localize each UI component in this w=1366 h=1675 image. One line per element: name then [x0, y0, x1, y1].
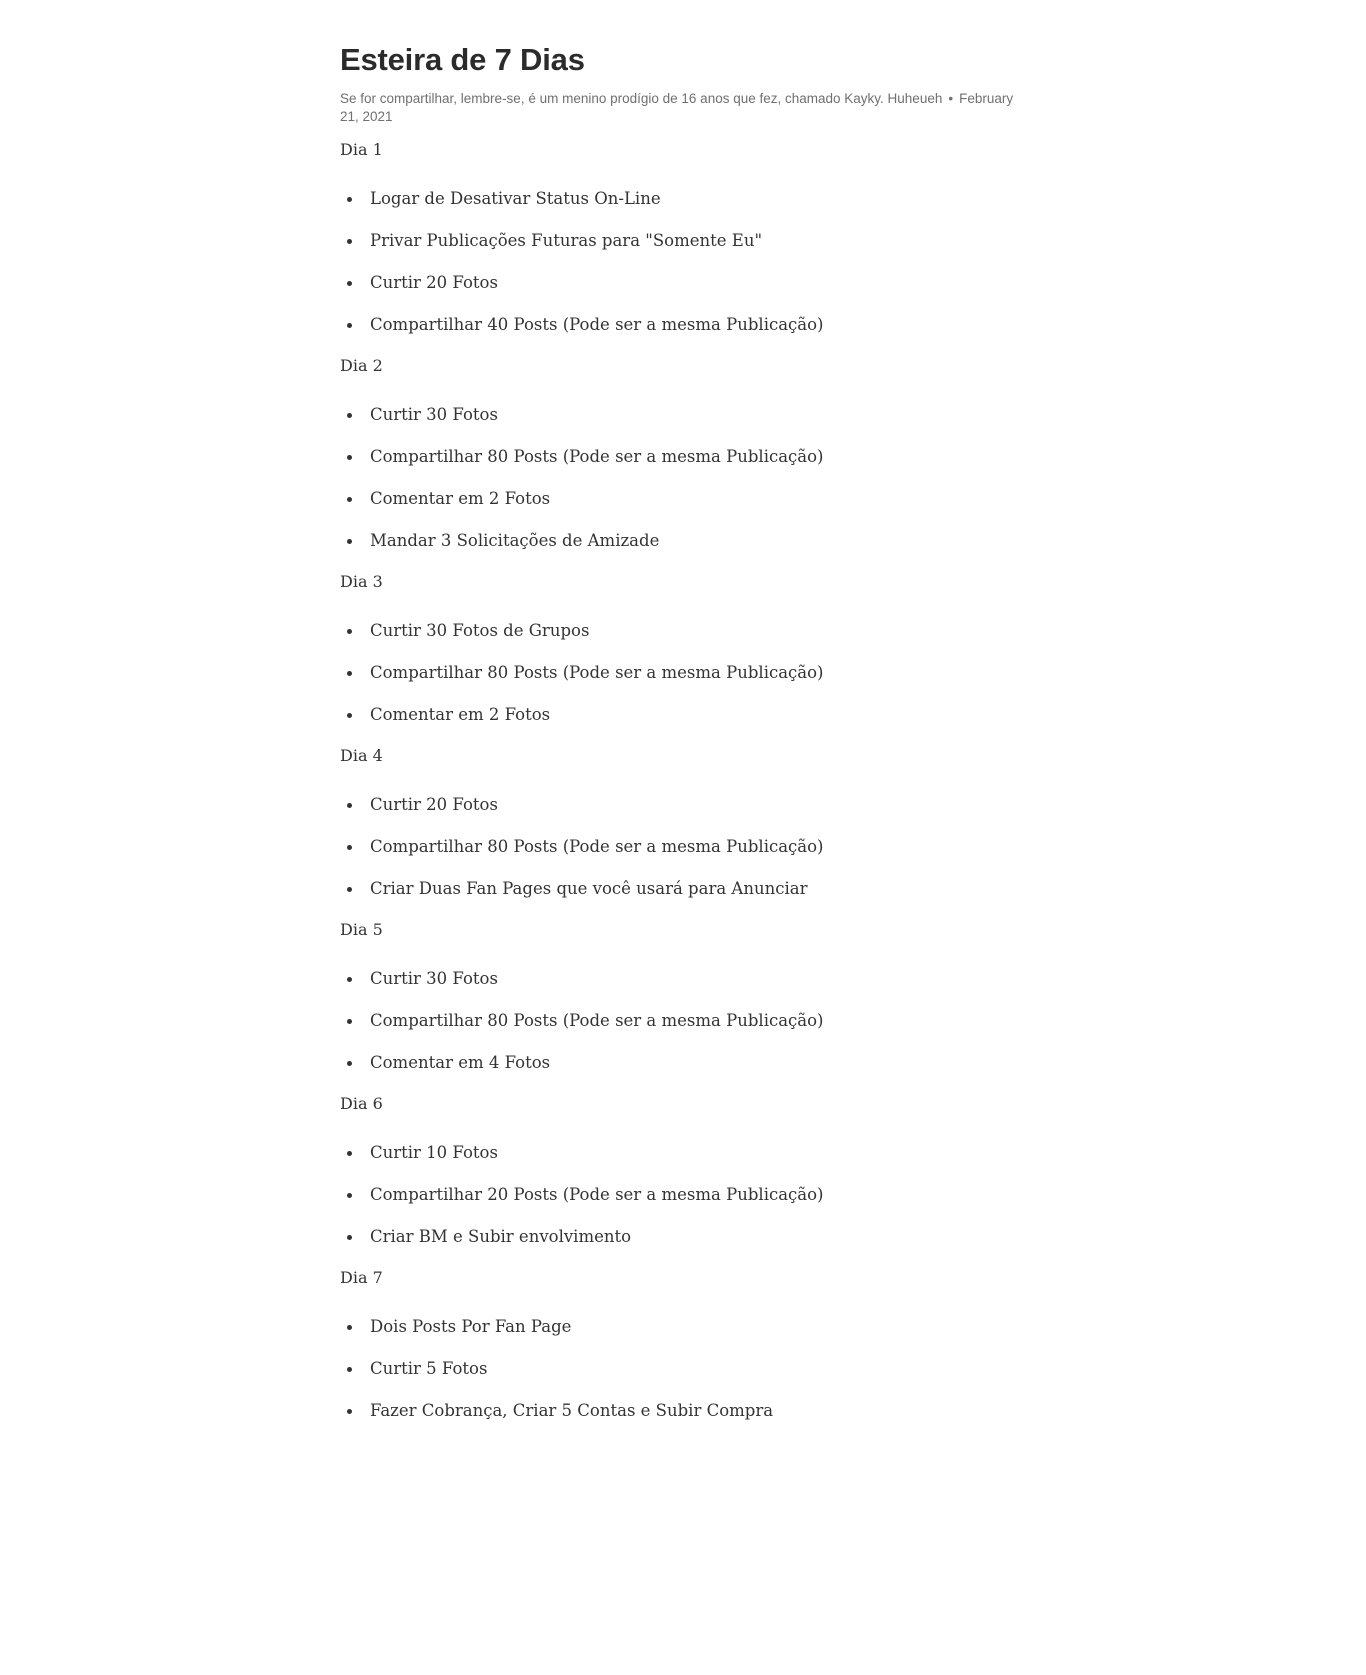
list-item — [340, 704, 1030, 726]
bullet-icon — [347, 1409, 352, 1414]
task-list — [340, 794, 1030, 900]
task-text: Curtir 30 Fotos de Grupos — [370, 621, 590, 640]
list-item — [340, 272, 1030, 294]
list-item — [340, 404, 1030, 426]
meta-separator: • — [948, 91, 954, 106]
list-item — [340, 1226, 1030, 1248]
task-text: Comentar em 4 Fotos — [370, 1053, 551, 1072]
list-item — [340, 1184, 1030, 1206]
list-item — [340, 188, 1030, 210]
bullet-icon — [347, 1325, 352, 1330]
task-list — [340, 968, 1030, 1074]
bullet-icon — [347, 239, 352, 244]
bullet-icon — [347, 455, 352, 460]
list-item — [340, 230, 1030, 252]
task-list — [340, 188, 1030, 336]
bullet-icon — [347, 539, 352, 544]
task-text: Curtir 10 Fotos — [370, 1143, 498, 1162]
day-section-4 — [340, 746, 1030, 900]
task-text: Mandar 3 Solicitações de Amizade — [370, 531, 660, 550]
task-text: Compartilhar 80 Posts (Pode ser a mesma Publicação) — [370, 447, 824, 466]
list-item — [340, 1010, 1030, 1032]
bullet-icon — [347, 629, 352, 634]
day-label: Dia 6 — [340, 1094, 383, 1113]
task-text: Curtir 5 Fotos — [370, 1359, 488, 1378]
task-text: Compartilhar 80 Posts (Pode ser a mesma Publicação) — [370, 663, 824, 682]
task-list — [340, 404, 1030, 552]
bullet-icon — [347, 413, 352, 418]
bullet-icon — [347, 497, 352, 502]
list-item — [340, 1400, 1030, 1422]
task-text: Criar Duas Fan Pages que você usará para Anunciar — [370, 879, 808, 898]
task-text: Comentar em 2 Fotos — [370, 489, 551, 508]
list-item — [340, 488, 1030, 510]
list-item — [340, 1316, 1030, 1338]
list-item — [340, 836, 1030, 858]
bullet-icon — [347, 977, 352, 982]
bullet-icon — [347, 671, 352, 676]
task-text: Curtir 30 Fotos — [370, 405, 498, 424]
task-text: Curtir 30 Fotos — [370, 969, 498, 988]
list-item — [340, 794, 1030, 816]
day-label: Dia 2 — [340, 356, 383, 375]
bullet-icon — [347, 1367, 352, 1372]
list-item — [340, 968, 1030, 990]
day-label: Dia 7 — [340, 1268, 383, 1287]
task-list — [340, 1316, 1030, 1422]
task-text: Compartilhar 80 Posts (Pode ser a mesma Publicação) — [370, 837, 824, 856]
task-list — [340, 620, 1030, 726]
day-label: Dia 5 — [340, 920, 383, 939]
task-text: Curtir 20 Fotos — [370, 273, 498, 292]
list-item — [340, 662, 1030, 684]
bullet-icon — [347, 1235, 352, 1240]
task-text: Compartilhar 80 Posts (Pode ser a mesma Publicação) — [370, 1011, 824, 1030]
article-meta — [340, 90, 1030, 126]
bullet-icon — [347, 713, 352, 718]
list-item — [340, 314, 1030, 336]
list-item — [340, 1358, 1030, 1380]
list-item — [340, 878, 1030, 900]
day-section-7 — [340, 1268, 1030, 1422]
bullet-icon — [347, 281, 352, 286]
bullet-icon — [347, 803, 352, 808]
day-section-3 — [340, 572, 1030, 726]
article-date: February 21, 2021 — [340, 91, 1014, 124]
bullet-icon — [347, 1151, 352, 1156]
task-text: Curtir 20 Fotos — [370, 795, 498, 814]
bullet-icon — [347, 323, 352, 328]
day-section-2 — [340, 356, 1030, 552]
day-label: Dia 4 — [340, 746, 383, 765]
bullet-icon — [347, 887, 352, 892]
task-list — [340, 1142, 1030, 1248]
article-subtitle: Se for compartilhar, lembre-se, é um menino prodígio de 16 anos que fez, chamado Kayky. Huheueh — [340, 91, 943, 106]
page-title: Esteira de 7 Dias — [340, 42, 585, 77]
bullet-icon — [347, 197, 352, 202]
bullet-icon — [347, 845, 352, 850]
list-item — [340, 530, 1030, 552]
day-label: Dia 1 — [340, 140, 383, 159]
task-text: Dois Posts Por Fan Page — [370, 1317, 572, 1336]
task-text: Compartilhar 20 Posts (Pode ser a mesma Publicação) — [370, 1185, 824, 1204]
task-text: Privar Publicações Futuras para "Somente Eu" — [370, 231, 763, 250]
list-item — [340, 1052, 1030, 1074]
list-item — [340, 1142, 1030, 1164]
day-section-1 — [340, 140, 1030, 336]
task-text: Fazer Cobrança, Criar 5 Contas e Subir Compra — [370, 1401, 774, 1420]
bullet-icon — [347, 1019, 352, 1024]
day-section-6 — [340, 1094, 1030, 1248]
list-item — [340, 446, 1030, 468]
task-text: Compartilhar 40 Posts (Pode ser a mesma Publicação) — [370, 315, 824, 334]
article — [340, 0, 1030, 1442]
task-text: Comentar em 2 Fotos — [370, 705, 551, 724]
day-label: Dia 3 — [340, 572, 383, 591]
day-section-5 — [340, 920, 1030, 1074]
list-item — [340, 620, 1030, 642]
bullet-icon — [347, 1193, 352, 1198]
task-text: Logar de Desativar Status On-Line — [370, 189, 661, 208]
bullet-icon — [347, 1061, 352, 1066]
task-text: Criar BM e Subir envolvimento — [370, 1227, 632, 1246]
